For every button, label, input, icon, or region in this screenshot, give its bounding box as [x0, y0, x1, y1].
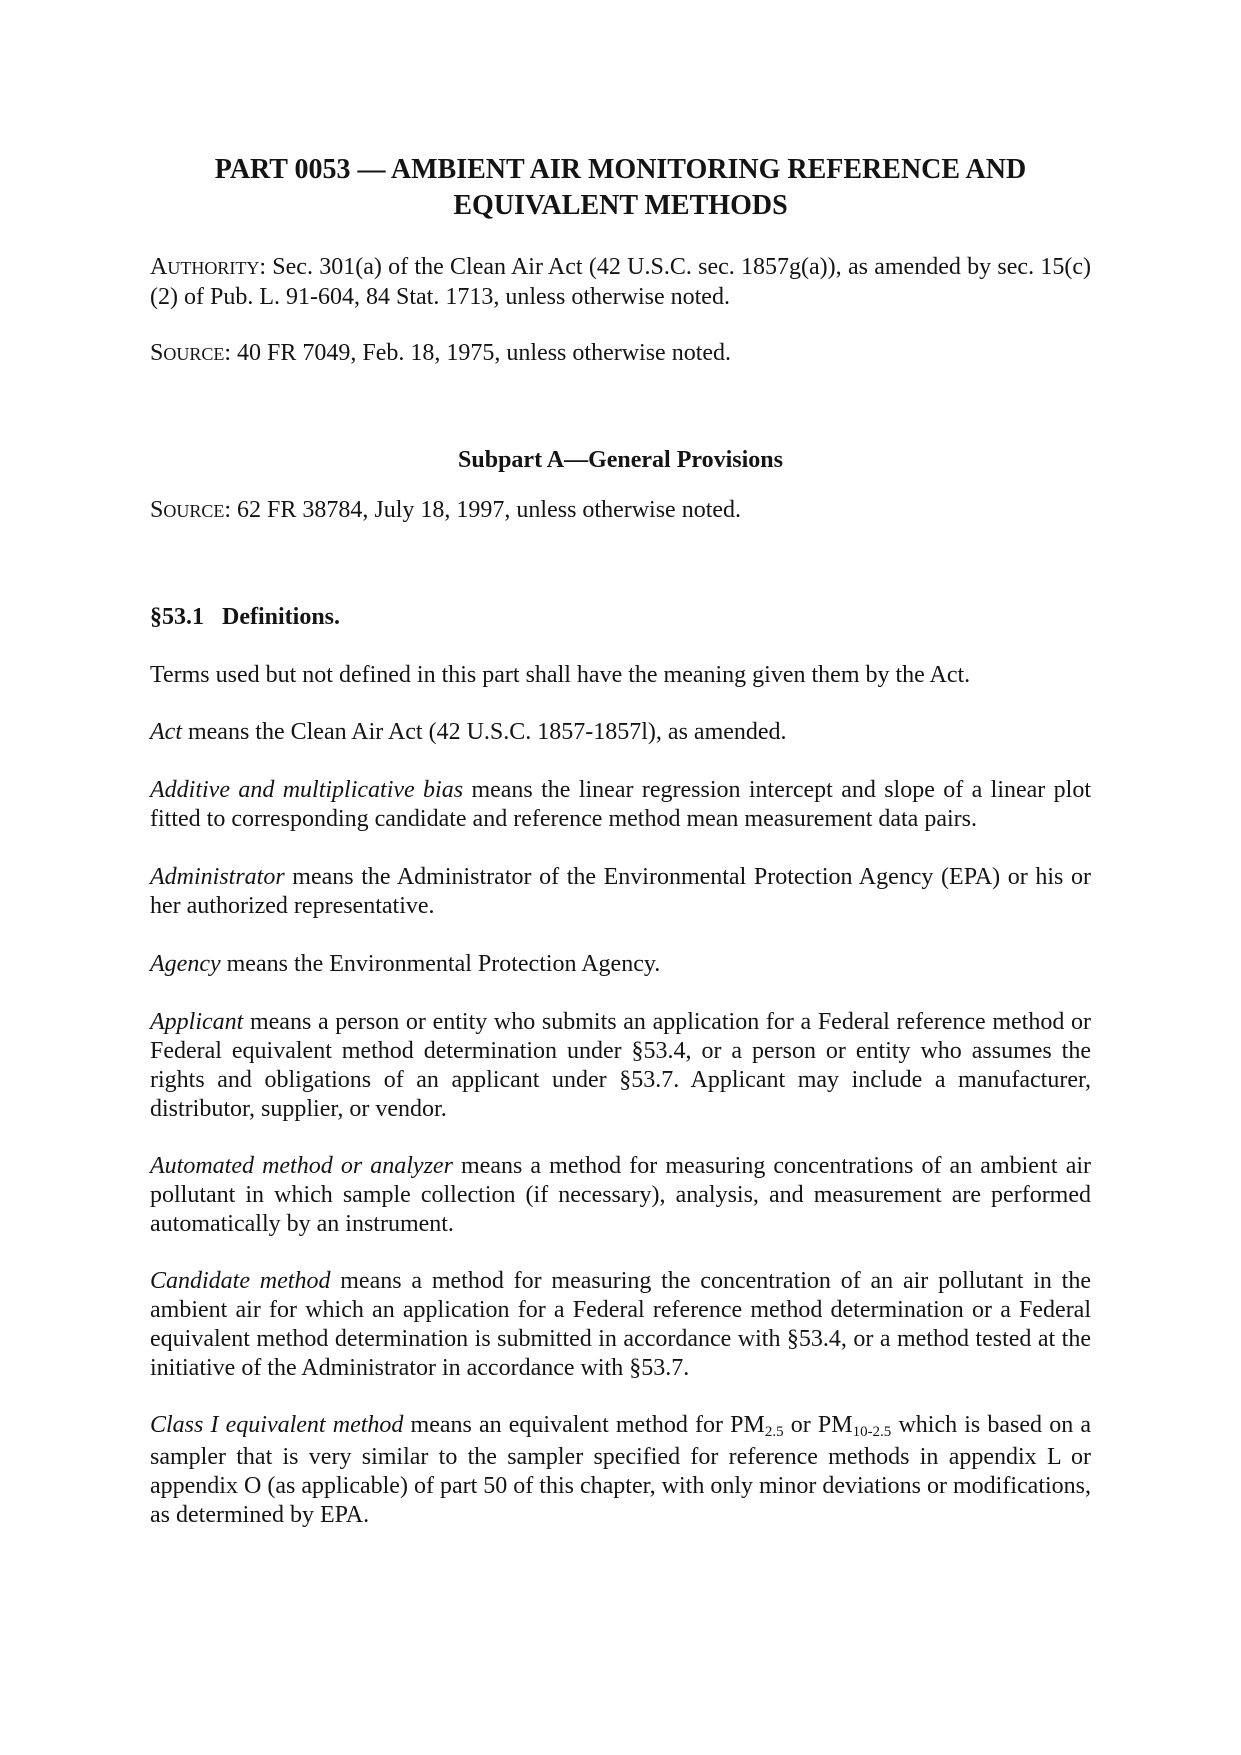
- page-title: [150, 152, 1091, 224]
- section-number: §53.1: [150, 604, 204, 630]
- definition-class-i-equivalent: [150, 1411, 1091, 1530]
- title-line-2: EQUIVALENT METHODS: [453, 190, 788, 221]
- definition-term: Class I equivalent method: [150, 1412, 404, 1438]
- source1-text: : 40 FR 7049, Feb. 18, 1975, unless otherwise noted.: [224, 340, 732, 366]
- definition-term: Additive and multiplicative bias: [150, 777, 464, 803]
- definition-additive-bias: [150, 776, 1091, 834]
- section-title: Definitions.: [222, 604, 341, 630]
- definition-text: means the Environmental Protection Agency.: [220, 951, 661, 977]
- definition-text: means the Clean Air Act (42 U.S.C. 1857-1857l), as amended.: [181, 719, 787, 745]
- authority-label-cap: A: [150, 254, 168, 280]
- definition-term: Act: [150, 719, 182, 745]
- intro-paragraph: Terms used but not defined in this part shall have the meaning given them by the Act.: [150, 662, 971, 688]
- authority-text: : Sec. 301(a) of the Clean Air Act (42 U.S.C. sec. 1857g(a)), as amended by sec. 15(c)(2) of Pub. L. 91-604, 84 Stat. 1713, unless otherwise noted.: [150, 254, 1091, 310]
- definition-candidate-method: [150, 1267, 1091, 1383]
- pm-b-subscript: 10-2.5: [852, 1424, 892, 1440]
- section-heading: [150, 603, 1091, 632]
- source2-label-cap: S: [150, 497, 164, 523]
- definition-agency: [150, 950, 1091, 979]
- authority-label-rest: UTHORITY: [167, 258, 260, 278]
- source-note-1: [150, 339, 1091, 369]
- definition-administrator: [150, 863, 1091, 921]
- definition-text: means a method for measuring concentrations of an ambient air pollutant in which sample collection (if necessary), analysis, and measurement are performed automatically by an instrument.: [150, 1153, 1092, 1237]
- source2-label-rest: OURCE: [163, 501, 225, 521]
- pm-a: PM: [730, 1412, 765, 1438]
- definition-text: means a method for measuring the concentration of an air pollutant in the ambient air for which an application for a Federal reference method determination or a Federal equivalent method determination is submitted in accordance with §53.4, or a method tested at the initiative of the Administrator in accordance with §53.7.: [150, 1268, 1091, 1381]
- definition-act: [150, 718, 1091, 747]
- title-line-1: PART 0053 — AMBIENT AIR MONITORING REFERENCE AND: [214, 154, 1027, 185]
- definition-text: means the Administrator of the Environmental Protection Agency (EPA) or his or her authorized representative.: [150, 864, 1091, 919]
- definition-term: Candidate method: [150, 1268, 331, 1294]
- definition-applicant: [150, 1008, 1091, 1124]
- subpart-heading: Subpart A—General Provisions: [458, 447, 783, 473]
- definition-automated-method: [150, 1152, 1091, 1239]
- source-note-2: [150, 496, 1091, 526]
- definition-term: Applicant: [150, 1009, 244, 1035]
- definition-term: Agency: [150, 951, 221, 977]
- pm-b: PM: [817, 1412, 853, 1438]
- source1-label-cap: S: [150, 340, 164, 366]
- definition-term: Administrator: [150, 864, 285, 890]
- definition-text: means a person or entity who submits an application for a Federal reference method or Federal equivalent method determination under §53.4, or a person or entity who assumes the rights and obligations of an applicant under §53.7. Applicant may include a manufacturer, distributor, supplier, or vendor.: [150, 1009, 1091, 1122]
- definition-text: means the linear regression intercept and slope of a linear plot fitted to corresponding candidate and reference method mean measurement data pairs.: [150, 777, 1091, 832]
- source2-text: : 62 FR 38784, July 18, 1997, unless otherwise noted.: [224, 497, 742, 523]
- definition-text-pre: means an equivalent method for: [403, 1412, 731, 1438]
- definition-text-mid: or: [783, 1412, 818, 1438]
- pm-a-subscript: 2.5: [764, 1424, 784, 1440]
- authority-note: [150, 253, 1091, 312]
- definition-text-post: which is based on a sampler that is very similar to the sampler specified for reference methods in appendix L or appendix O (as applicable) of part 50 of this chapter, with only minor deviations or modifications, as determined by EPA.: [150, 1412, 1091, 1528]
- source1-label-rest: OURCE: [163, 344, 225, 364]
- definition-term: Automated method or analyzer: [150, 1153, 453, 1179]
